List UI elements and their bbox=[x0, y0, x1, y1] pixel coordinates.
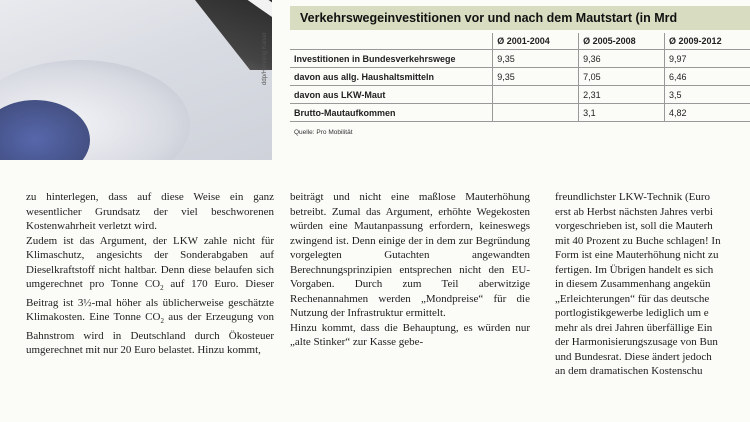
table-header-2005: Ø 2005-2008 bbox=[579, 33, 665, 50]
investment-table bbox=[290, 33, 750, 122]
text-line: Form ist eine Mauterhöhung nicht zu bbox=[555, 249, 719, 261]
cell-value: 3,1 bbox=[579, 104, 665, 122]
cell-value: 7,05 bbox=[579, 68, 665, 86]
table-row bbox=[290, 86, 750, 104]
investment-table-box bbox=[290, 6, 750, 156]
photo-credit: ddp/Henning Kaiser bbox=[262, 32, 268, 85]
paragraph: zu hinterlegen, dass auf diese Weise ein ganz wesentlicher Grundsatz der viel beschworenen Kostenwahrheit verletzt wird. bbox=[26, 191, 274, 232]
text-line: der Harmonisierungszusage von Bun bbox=[555, 336, 718, 348]
table-header-2009: Ø 2009-2012 bbox=[665, 33, 750, 50]
co2-subscript: 2 bbox=[160, 284, 164, 293]
cell-value: 9,35 bbox=[493, 50, 579, 68]
paragraph-part: aus der Erzeugung von Bahnstrom wird in Deutschland durch Ökosteuer umgerechnet mit nur 20 Euro belastet. Hinzu kommt, bbox=[26, 311, 274, 357]
table-row bbox=[290, 104, 750, 122]
row-label: davon aus LKW-Maut bbox=[290, 86, 493, 104]
article-photo bbox=[0, 0, 272, 160]
text-line: an dem dramatischen Kostenschu bbox=[555, 365, 703, 377]
table-header-2001: Ø 2001-2004 bbox=[493, 33, 579, 50]
text-line: fertigen. Im Übrigen handelt es sich bbox=[555, 263, 714, 276]
row-label: Brutto-Mautaufkommen bbox=[290, 104, 493, 122]
cell-value: 2,31 bbox=[579, 86, 665, 104]
paragraph-part: auf 170 Euro. Dieser Beitrag ist 3½-mal höher als üblicherweise geschätzte Klimakosten. Eine Tonne CO bbox=[26, 278, 274, 324]
text-column-2 bbox=[290, 190, 530, 350]
row-label: davon aus allg. Haushaltsmitteln bbox=[290, 68, 493, 86]
paragraph: Hinzu kommt, dass die Behauptung, es würden nur „alte Stinker“ zur Kasse gebe- bbox=[290, 321, 530, 348]
text-column-3 bbox=[555, 190, 750, 379]
cell-value: 4,82 bbox=[665, 104, 750, 122]
cell-value: 6,46 bbox=[665, 68, 750, 86]
row-label: Investitionen in Bundesverkehrswege bbox=[290, 50, 493, 68]
text-column-1 bbox=[26, 190, 274, 358]
co2-subscript: 2 bbox=[160, 317, 164, 326]
text-line: erst ab Herbst nächsten Jahres verbi bbox=[555, 205, 713, 218]
cell-value: 9,36 bbox=[579, 50, 665, 68]
cell-value: 3,5 bbox=[665, 86, 750, 104]
cell-value bbox=[493, 86, 579, 104]
table-source: Quelle: Pro Mobilität bbox=[294, 129, 353, 136]
text-line: in diesem Zusammenhang angekün bbox=[555, 278, 711, 290]
text-line: vorgeschrieben ist, soll die Mauterh bbox=[555, 220, 713, 232]
text-line: mehr als drei Jahren überfällige Ein bbox=[555, 321, 713, 334]
text-line: freundlichster LKW-Technik (Euro bbox=[555, 191, 711, 203]
table-header-label bbox=[290, 33, 493, 50]
table-row bbox=[290, 68, 750, 86]
cell-value: 9,97 bbox=[665, 50, 750, 68]
cell-value bbox=[493, 104, 579, 122]
text-line: „Erleichterungen“ für das deutsche bbox=[555, 292, 710, 305]
photo-road-dark bbox=[162, 0, 272, 70]
paragraph bbox=[26, 234, 274, 358]
paragraph: beiträgt und nicht eine maßlose Mauterhöhung betreibt. Zumal das Argument, erhöhte Wegekosten würden eine Mautanpassung erfordern, keineswegs zwingend ist. Denn einige der in dem zur Begründung vorgelegten Gutachten angewandten Berechnungsprinzipien entsprechen nicht den EU-Vorgaben. Durch zum Teil aberwitzige Rechenannahmen werden „Mondpreise“ für die Nutzung der Infrastruktur ermittelt. bbox=[290, 191, 530, 319]
table-title: Verkehrswegeinvestitionen vor und nach dem Mautstart (in Mrd bbox=[290, 6, 750, 30]
table-row bbox=[290, 50, 750, 68]
table-header-row bbox=[290, 33, 750, 50]
paragraph-part: Zudem ist das Argument, der LKW zahle nicht für Klimaschutz, angesichts der Sonderabgaben auf Dieselkraftstoff nicht haltbar. Denn diese belaufen sich umgerechnet pro Tonne CO bbox=[26, 234, 274, 290]
text-line: mit 40 Prozent zu Buche schlagen! In bbox=[555, 234, 721, 247]
cell-value: 9,35 bbox=[493, 68, 579, 86]
text-line: portlogistikgewerbe lediglich um e bbox=[555, 307, 709, 319]
text-line: und Bundesrat. Diese ändert jedoch bbox=[555, 350, 712, 363]
